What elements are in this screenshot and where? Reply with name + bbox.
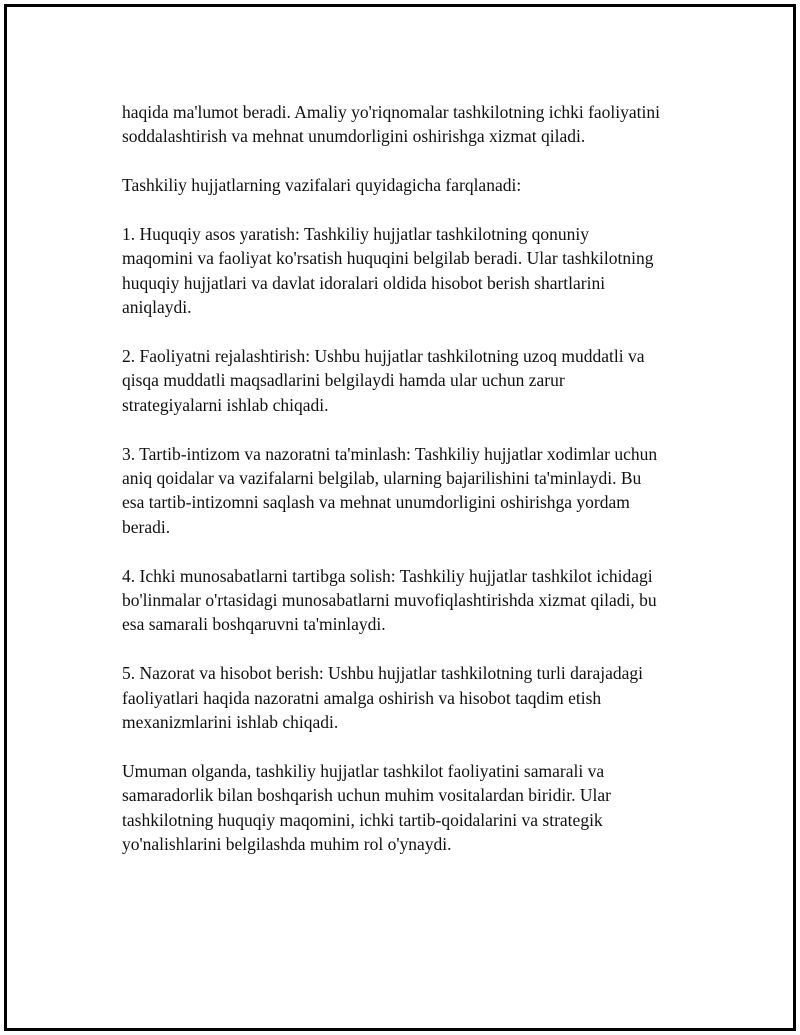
list-item-3: [122, 442, 712, 540]
text-line: bo'linmalar o'rtasidagi munosabatlarni muvofiqlashtirishda xizmat qiladi, bu: [122, 590, 657, 611]
list-item-5: [122, 661, 712, 734]
list-item-1: [122, 222, 712, 320]
text-line: maqomini va faoliyat ko'rsatish huquqini belgilab beradi. Ular tashkilotning: [122, 248, 654, 269]
list-item-2: [122, 344, 712, 417]
paragraph-heading: [122, 173, 712, 197]
text-line: 4. Ichki munosabatlarni tartibga solish: Tashkiliy hujjatlar tashkilot ichidagi: [122, 565, 653, 586]
text-line: esa tartib-intizomni saqlash va mehnat unumdorligini oshirishga yordam: [122, 492, 630, 513]
paragraph-conclusion: [122, 759, 712, 857]
text-line: haqida ma'lumot beradi. Amaliy yo'riqnomalar tashkilotning ichki faoliyatini: [122, 102, 660, 122]
list-item-4: [122, 564, 712, 637]
document-body: [122, 100, 712, 881]
text-line: beradi.: [122, 516, 171, 537]
text-line: samaradorlik bilan boshqarish uchun muhim vositalardan biridir. Ular: [122, 785, 611, 806]
text-line: esa samarali boshqaruvni ta'minlaydi.: [122, 614, 386, 635]
text-line: tashkilotning huquqiy maqomini, ichki tartib-qoidalarini va strategik: [122, 809, 603, 830]
text-line: yo'nalishlarini belgilashda muhim rol o'ynaydi.: [122, 834, 452, 855]
text-line: mexanizmlarini ishlab chiqadi.: [122, 712, 339, 733]
text-line: aniq qoidalar va vazifalarni belgilab, ularning bajarilishini ta'minlaydi. Bu: [122, 468, 642, 489]
paragraph-intro: [122, 100, 712, 149]
text-line: 5. Nazorat va hisobot berish: Ushbu hujjatlar tashkilotning turli darajadagi: [122, 663, 643, 684]
text-line: soddalashtirish va mehnat unumdorligini oshirishga xizmat qiladi.: [122, 126, 586, 147]
text-line: aniqlaydi.: [122, 297, 192, 318]
text-line: Tashkiliy hujjatlarning vazifalari quyidagicha farqlanadi:: [122, 175, 522, 196]
text-line: 1. Huquqiy asos yaratish: Tashkiliy hujjatlar tashkilotning qonuniy: [122, 224, 590, 244]
text-line: 2. Faoliyatni rejalashtirish: Ushbu hujjatlar tashkilotning uzoq muddatli va: [122, 346, 645, 367]
text-line: faoliyatlari haqida nazoratni amalga oshirish va hisobot taqdim etish: [122, 687, 602, 708]
document-page: [4, 4, 796, 1031]
text-line: qisqa muddatli maqsadlarini belgilaydi hamda ular uchun zarur: [122, 370, 565, 391]
text-line: huquqiy hujjatlari va davlat idoralari oldida hisobot berish shartlarini: [122, 272, 606, 293]
text-line: strategiyalarni ishlab chiqadi.: [122, 394, 329, 415]
text-line: Umuman olganda, tashkiliy hujjatlar tashkilot faoliyatini samarali va: [122, 760, 605, 781]
text-line: 3. Tartib-intizom va nazoratni ta'minlash: Tashkiliy hujjatlar xodimlar uchun: [122, 443, 658, 464]
